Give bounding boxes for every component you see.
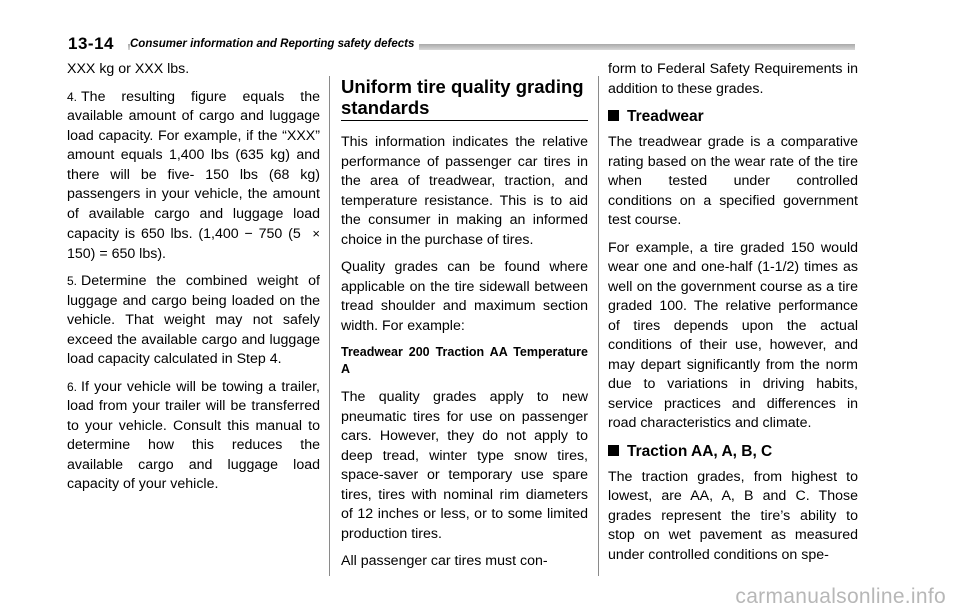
intro-text: XXX kg or XXX lbs. (67, 61, 190, 77)
paragraph: This information indicates the relative performance of passenger car tires in the area of treadwear, traction, and temperature resistance. This is to aid the consumer in making an informed choice in the purchase of tires. (341, 134, 588, 248)
paragraph: Quality grades can be found where applicable on the tire sidewall between tread shoulder and maximum section width. For example: (341, 259, 588, 334)
page-number: 13-14 (68, 34, 114, 53)
step-text: Determine the combined weight of luggage and cargo being loaded on the vehicle. That weight may not safely exceed the available cargo and luggage load capacity calculated in Step 4. (67, 273, 320, 367)
step-6 (67, 378, 320, 495)
traction-heading-text: Traction AA, A, B, C (627, 442, 773, 460)
times-symbol: × (312, 226, 320, 241)
column-middle (341, 60, 588, 580)
section-title: Consumer information and Reporting safety defects (130, 38, 419, 50)
paragraph: The treadwear grade is a comparative rating based on the wear rate of the tire when tested under controlled conditions on a specified government test course. (608, 134, 858, 228)
treadwear-heading (608, 107, 858, 127)
paragraph: All passenger car tires must con- (341, 553, 548, 569)
step-text: The resulting figure equals the available amount of cargo and luggage load capacity. For example, if the “XXX” amount equals 1,400 lbs (635 kg) and there will be five- 150 lbs (68 kg) passengers in your vehicle, the amount of available cargo and luggage load capacity is 650 lbs. (1,400 − 750 (5 (67, 88, 320, 242)
traction-heading (608, 442, 858, 462)
column-divider (598, 76, 599, 576)
step-text-end: 150) = 650 lbs). (67, 245, 166, 262)
column-right (608, 60, 858, 573)
paragraph: form to Federal Safety Requirements in addition to these grades. (608, 61, 858, 97)
step-text: If your vehicle will be towing a trailer, load from your trailer will be transferred to your vehicle. Consult this manual to determine how this reduces the available cargo and luggage load capacity of your vehicle. (67, 378, 320, 492)
paragraph: For example, a tire graded 150 would wear one and one-half (1-1/2) times as well on the government course as a tire graded 100. The relative performance of tires depends upon the actual conditions of their use, however, and may depart significantly from the norm due to variations in driving habits, service practices and differences in road characteristics and climate. (608, 239, 858, 431)
step-5 (67, 272, 320, 370)
step-number: 4. (67, 89, 78, 104)
step-4 (67, 88, 320, 265)
page-header (0, 0, 960, 60)
square-bullet-icon (608, 110, 619, 121)
step-number: 6. (67, 379, 78, 394)
treadwear-heading-text: Treadwear (627, 108, 704, 125)
watermark: carmanualsonline.info (735, 585, 946, 608)
column-divider (329, 76, 330, 576)
column-left (67, 60, 320, 503)
square-bullet-icon (608, 445, 619, 456)
paragraph: The quality grades apply to new pneumatic tires for use on passenger cars. However, they do not apply to deep tread, winter type snow tires, space-saver or temporary use spare tires, tires with nominal rim diameters of 12 inches or less, or to some limited production tires. (341, 389, 588, 542)
paragraph: The traction grades, from highest to lowest, are AA, A, B and C. Those grades represent the tire’s ability to stop on wet pavement as measured under controlled conditions on spe- (608, 468, 858, 563)
section-heading: Uniform tire quality grading standards (341, 76, 588, 121)
grade-example: Treadwear 200 Traction AA Temperature A (341, 345, 588, 376)
step-number: 5. (67, 274, 78, 288)
